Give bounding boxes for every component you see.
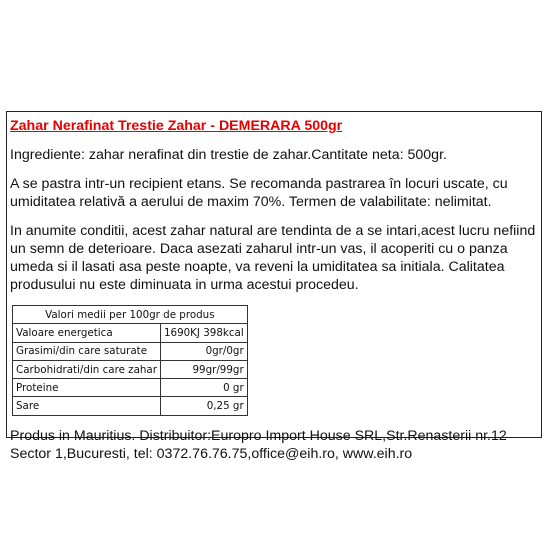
nutrient-name: Carbohidrati/din care zahar: [13, 360, 161, 378]
nutrition-table: [12, 305, 248, 416]
nutrient-name: Proteine: [13, 379, 161, 397]
ingredients-text: Ingrediente: zahar nerafinat din trestie de zahar.Cantitate neta: 500gr.: [10, 147, 447, 163]
nutrition-header-row: [13, 306, 248, 324]
storage-text: A se pastra intr-un recipient etans. Se recomanda pastrarea în locuri uscate, cu umiditatea relativă a aerului de maxim 70%. Termen de valabilitate: nelimitat.: [10, 176, 508, 210]
nutrient-name: Sare: [13, 397, 161, 415]
nutrient-value: 0gr/0gr: [160, 342, 247, 360]
nutrient-name: Grasimi/din care saturate: [13, 342, 161, 360]
nutrition-header: Valori medii per 100gr de produs: [13, 306, 248, 324]
nutrition-row: [13, 397, 248, 415]
producer-text: Produs in Mauritius. Distribuitor:Europro Import House SRL,Str.Renasterii nr.12 Sector 1,Bucuresti, tel: 0372.76.76.75,office@eih.ro, www.eih.ro: [10, 427, 507, 462]
nutrition-row: [13, 324, 248, 342]
nutrient-value: 0,25 gr: [160, 397, 247, 415]
nutrient-name: Valoare energetica: [13, 324, 161, 342]
nutrition-row: [13, 342, 248, 360]
advice-text: In anumite conditii, acest zahar natural are tendinta de a se intari,acest lucru nefiind un semn de deterioare. Daca asezati zaharul intr-un vas, il acoperiti cu o panza umeda si il lasati asa peste noapte, va reveni la umiditatea sa initiala. Calitatea produsului nu este diminuata in urma acestui procedeu.: [10, 223, 536, 293]
nutrient-value: 0 gr: [160, 379, 247, 397]
nutrition-row: [13, 379, 248, 397]
product-title: Zahar Nerafinat Trestie Zahar - DEMERARA 500gr: [10, 118, 343, 134]
nutrient-value: 99gr/99gr: [160, 360, 247, 378]
nutrient-value: 1690KJ 398kcal: [160, 324, 247, 342]
product-label: [6, 111, 542, 462]
nutrition-row: [13, 360, 248, 378]
